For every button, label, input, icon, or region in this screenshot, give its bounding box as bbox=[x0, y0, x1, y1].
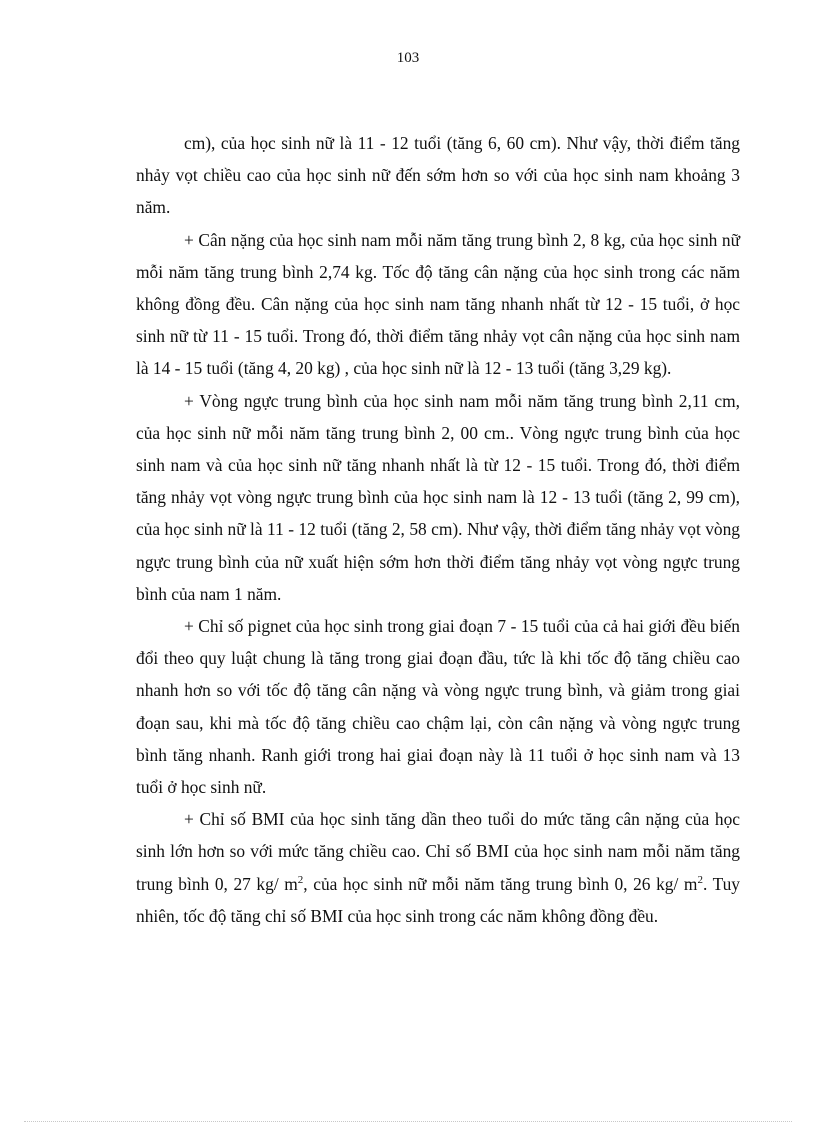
bmi-text-part-2: , của học sinh nữ mỗi năm tăng trung bình 0, 26 kg/ m bbox=[303, 873, 698, 894]
bmi-text-part-1: + Chỉ số BMI của học sinh tăng dần theo tuổi do mức tăng cân nặng của học sinh lớn hơn so với mức tăng chiều cao. Chỉ số BMI của học sinh nam mỗi năm tăng trung bình 0, 27 kg/ m bbox=[136, 809, 740, 894]
page-number: 103 bbox=[396, 50, 420, 66]
page-bottom-divider bbox=[24, 1121, 792, 1122]
bmi-superscript-2: 2 bbox=[697, 873, 703, 886]
paragraph-chest-circumference: + Vòng ngực trung bình của học sinh nam mỗi năm tăng trung bình 2,11 cm, của học sinh nữ mỗi năm tăng trung bình 2, 00 cm.. Vòng ngực trung bình của học sinh nam và của học sinh nữ tăng nhanh nhất là từ 12 - 15 tuổi. Trong đó, thời điểm tăng nhảy vọt vòng ngực trung bình của học sinh nam là 12 - 13 tuổi (tăng 2, 99 cm), của học sinh nữ là 11 - 12 tuổi (tăng 2, 58 cm). Như vậy, thời điểm tăng nhảy vọt vòng ngực trung bình của nữ xuất hiện sớm hơn thời điểm tăng nhảy vọt vòng ngực trung bình của nam 1 năm. bbox=[136, 390, 740, 604]
paragraph-height-continuation: cm), của học sinh nữ là 11 - 12 tuổi (tăng 6, 60 cm). Như vậy, thời điểm tăng nhảy vọt chiều cao của học sinh nữ đến sớm hơn so với của học sinh nam khoảng 3 năm. bbox=[136, 133, 740, 218]
paragraph-weight: + Cân nặng của học sinh nam mỗi năm tăng trung bình 2, 8 kg, của học sinh nữ mỗi năm tăng trung bình 2,74 kg. Tốc độ tăng cân nặng của học sinh trong các năm không đồng đều. Cân nặng của học sinh nam tăng nhanh nhất từ 12 - 15 tuổi, ở học sinh nữ từ 11 - 15 tuổi. Trong đó, thời điểm tăng nhảy vọt cân nặng của học sinh nam là 14 - 15 tuổi (tăng 4, 20 kg) , của học sinh nữ là 12 - 13 tuổi (tăng 3,29 kg). bbox=[136, 229, 740, 379]
bmi-text-part-3: . Tuy nhiên, tốc độ tăng chỉ số BMI của học sinh trong các năm không đồng đều. bbox=[136, 873, 740, 926]
paragraph-bmi-index bbox=[136, 803, 740, 932]
body-text bbox=[136, 127, 740, 932]
paragraph-pignet-index: + Chỉ số pignet của học sinh trong giai đoạn 7 - 15 tuổi của cả hai giới đều biến đổi theo quy luật chung là tăng trong giai đoạn đầu, tức là khi tốc độ tăng chiều cao nhanh hơn so với tốc độ tăng cân nặng và vòng ngực trung bình, và giảm trong giai đoạn sau, khi mà tốc độ tăng chiều cao chậm lại, còn cân nặng và vòng ngực trung bình tăng nhanh. Ranh giới trong hai giai đoạn này là 11 tuổi ở học sinh nam và 13 tuổi ở học sinh nữ. bbox=[136, 616, 740, 798]
bmi-superscript-1: 2 bbox=[297, 873, 304, 886]
